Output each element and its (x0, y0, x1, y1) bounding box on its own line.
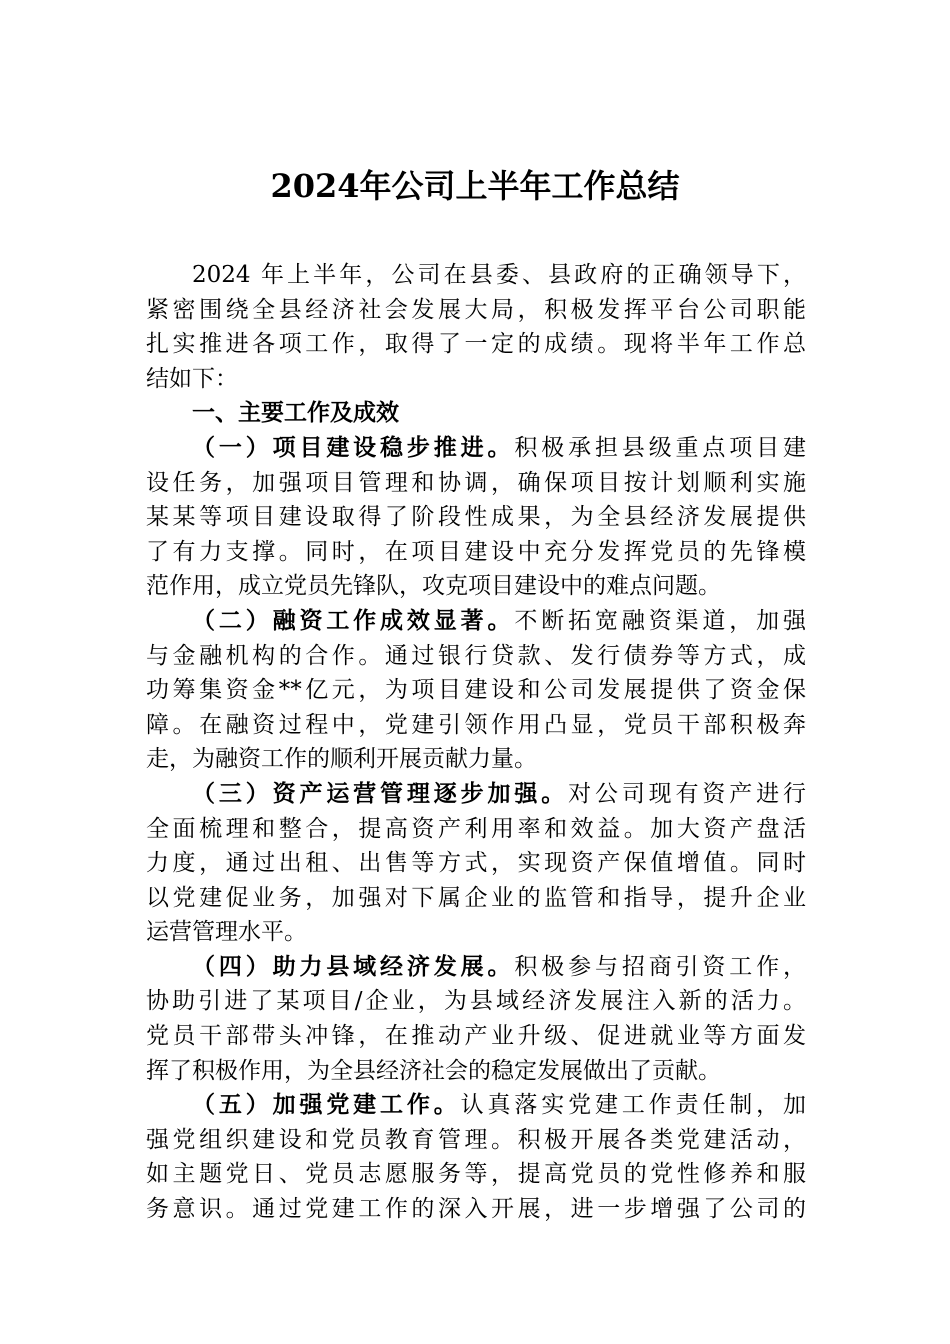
paragraph-text: 积极承担县级重点项目建 (514, 434, 807, 461)
paragraph-line: 以党建促业务，加强对下属企业的监管和指导，提升企业 (146, 884, 806, 911)
paragraph-lead: （二）融资工作成效显著。 (192, 607, 515, 634)
paragraph-line: 党员干部带头冲锋，在推动产业升级、促进就业等方面发 (146, 1023, 806, 1050)
paragraph-line: 了有力支撑。同时，在项目建设中充分发挥党员的先锋模 (146, 538, 806, 565)
paragraph-text: 认真落实党建工作责任制，加 (460, 1092, 807, 1119)
intro-line: 结如下： (146, 365, 238, 392)
paragraph-first-line (146, 431, 806, 466)
paragraph-line: 务意识。通过党建工作的深入开展，进一步增强了公司的 (146, 1196, 806, 1223)
paragraph-line: 挥了积极作用，为全县经济社会的稳定发展做出了贡献。 (146, 1057, 721, 1084)
paragraph-line: 设任务，加强项目管理和协调，确保项目按计划顺利实施 (146, 469, 806, 496)
paragraph-line: 范作用，成立党员先锋队，攻克项目建设中的难点问题。 (146, 573, 721, 600)
paragraph-lead: （五）加强党建工作。 (192, 1092, 461, 1119)
paragraph-line: 如主题党日、党员志愿服务等，提高党员的党性修养和服 (146, 1161, 806, 1188)
paragraph-line: 协助引进了某项目/企业，为县域经济发展注入新的活力。 (146, 988, 806, 1015)
paragraph-line: 强党组织建设和党员教育管理。积极开展各类党建活动， (146, 1126, 806, 1153)
paragraph-text: 对公司现有资产进行 (568, 780, 807, 807)
intro-line: 扎实推进各项工作，取得了一定的成绩。现将半年工作总 (146, 331, 806, 358)
section-heading: 一、主要工作及成效 (192, 400, 399, 427)
paragraph-line: 障。在融资过程中，党建引领作用凸显，党员干部积极奔 (146, 711, 806, 738)
paragraph-line: 某某等项目建设取得了阶段性成果，为全县经济发展提供 (146, 504, 806, 531)
intro-line: 2024 年上半年，公司在县委、县政府的正确领导下， (192, 262, 806, 288)
intro-line: 紧密围绕全县经济社会发展大局，积极发挥平台公司职能 (146, 296, 806, 323)
paragraph-first-line (146, 604, 806, 639)
paragraph-line: 功筹集资金**亿元，为项目建设和公司发展提供了资金保 (146, 677, 806, 704)
paragraph-line: 与金融机构的合作。通过银行贷款、发行债券等方式，成 (146, 642, 806, 669)
paragraph-lead: （一）项目建设稳步推进。 (192, 434, 515, 461)
paragraph-line: 全面梳理和整合，提高资产利用率和效益。加大资产盘活 (146, 815, 806, 842)
paragraph-line: 力度，通过出租、出售等方式，实现资产保值增值。同时 (146, 850, 806, 877)
paragraph-text: 不断拓宽融资渠道，加强 (514, 607, 807, 634)
paragraph-line: 运营管理水平。 (146, 919, 307, 946)
paragraph-first-line (146, 950, 806, 985)
document-body (146, 258, 806, 1227)
paragraph-text: 积极参与招商引资工作， (514, 953, 807, 980)
paragraph-first-line (146, 1088, 806, 1123)
paragraph-lead: （四）助力县域经济发展。 (192, 953, 515, 980)
paragraph-line: 走，为融资工作的顺利开展贡献力量。 (146, 746, 537, 773)
paragraph-lead: （三）资产运营管理逐步加强。 (192, 780, 569, 807)
paragraph-first-line (146, 777, 806, 812)
document-title: 2024年公司上半年工作总结 (270, 167, 680, 205)
